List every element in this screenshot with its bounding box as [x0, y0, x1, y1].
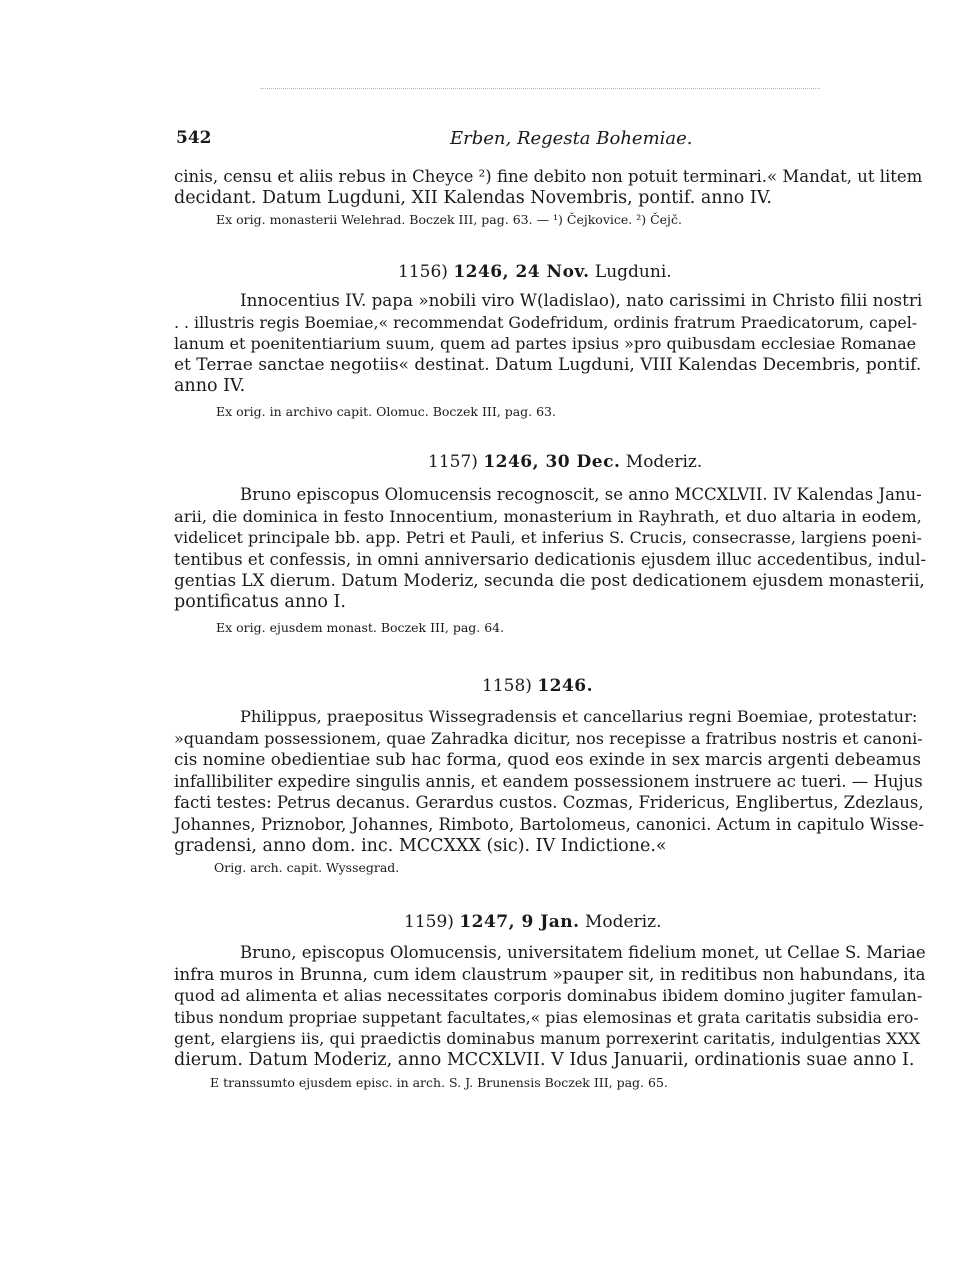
page-number: 542 [176, 128, 212, 148]
text-line: Johannes, Priznobor, Johannes, Rimboto, Bartolomeus, canonici. Actum in capitulo Wisse- [174, 814, 924, 834]
text-line: . . illustris regis Boemiae,« recommendat Godefridum, ordinis fratrum Praedicatorum, capel- [174, 312, 918, 332]
text-line: arii, die dominica in festo Innocentium, monasterium in Rayhrath, et duo altaria in eodem, [174, 506, 922, 526]
source-note: Ex orig. in archivo capit. Olomuc. Boczek III, pag. 63. [216, 403, 556, 419]
entry-heading-1158 [482, 676, 593, 696]
text-line: lanum et poenitentiarium suum, quem ad partes ipsius »pro quibusdam ecclesiae Romanae [174, 334, 917, 354]
entry-paragraph [174, 290, 926, 398]
entry-place: Lugduni. [594, 262, 672, 282]
text-line: gradensi, anno dom. inc. MCCXXX (sic). IV Indictione.« [174, 835, 667, 856]
entry-heading-1156 [398, 262, 672, 282]
text-line: Innocentius IV. papa »nobili viro W(ladislao), nato carissimi in Christo filii nostri [240, 290, 923, 310]
page-header [176, 128, 896, 158]
text-line: Bruno, episcopus Olomucensis, universitatem fidelium monet, ut Cellae S. Mariae [240, 943, 926, 962]
intro-text [174, 166, 926, 228]
entry-paragraph [174, 484, 926, 614]
entry-body-1159 [174, 942, 926, 1091]
text-line: cis nomine obedientiae sub hac forma, quod eos exinde in sex marcis argenti debeamus [174, 749, 921, 770]
entry-date: 1246. [537, 676, 594, 696]
text-line: gent, elargiens iis, qui praedictis dominabus manum porrexerint caritatis, indulgentias XXX [174, 1029, 921, 1049]
text-line: Philippus, praepositus Wissegradensis et cancellarius regni Boemiae, protestatur: [240, 707, 918, 726]
entry-heading-1157 [428, 452, 702, 472]
entry-place: Moderiz. [584, 912, 662, 932]
text-line: videlicet principale bb. app. Petri et Pauli, et inferius S. Crucis, consecrasse, largiens poeni- [174, 528, 922, 548]
source-note: Orig. arch. capit. Wyssegrad. [214, 860, 400, 876]
entry-date: 1246, 30 Dec. [483, 452, 621, 472]
entry-heading-1159 [404, 912, 661, 932]
entry-body-1156 [174, 290, 926, 420]
source-note: E transsumto ejusdem episc. in arch. S. J. Brunensis Boczek III, pag. 65. [210, 1074, 668, 1090]
text-line: facti testes: Petrus decanus. Gerardus custos. Cozmas, Fridericus, Englibertus, Zdezlaus, [174, 793, 924, 813]
top-scan-edge [260, 88, 820, 89]
text-line: quod ad alimenta et alias necessitates corporis dominabus ibidem domino jugiter famulan- [174, 986, 923, 1006]
intro-paragraph [174, 166, 926, 209]
entry-date: 1246, 24 Nov. [453, 262, 590, 282]
source-note: Ex orig. ejusdem monast. Boczek III, pag. 64. [216, 619, 505, 635]
text-line: »quandam possessionem, quae Zahradka dicitur, nos recepisse a fratribus nostris et canoni- [174, 728, 923, 748]
text-line: cinis, censu et aliis rebus in Cheyce ²) fine debito non potuit terminari.« Mandat, ut litem [174, 167, 923, 186]
text-line: gentias LX dierum. Datum Moderiz, secunda die post dedicationem ejusdem monasterii, [174, 570, 925, 591]
entry-number: 1157) [428, 452, 478, 472]
text-line: pontificatus anno I. [174, 591, 346, 612]
entry-number: 1156) [398, 262, 448, 282]
entry-number: 1158) [482, 676, 532, 696]
entry-paragraph [174, 942, 926, 1072]
text-line: infallibiliter expedire singulis annis, et eandem possessionem instruere ac tueri. — Hujus [174, 771, 923, 791]
text-line: et Terrae sanctae negotiis« destinat. Datum Lugduni, VIII Kalendas Decembris, pontif. [174, 354, 922, 375]
entry-paragraph [174, 706, 926, 857]
entry-place: Moderiz. [625, 452, 703, 472]
entry-date: 1247, 9 Jan. [459, 912, 580, 932]
text-line: tibus nondum propriae suppetant facultates,« pias elemosinas et grata caritatis subsidia ero- [174, 1007, 919, 1027]
entry-body-1158 [174, 706, 926, 876]
entry-body-1157 [174, 484, 926, 636]
text-line: tentibus et confessis, in omni anniversario dedicationis ejusdem illuc accedentibus, indul- [174, 549, 927, 569]
entry-number: 1159) [404, 912, 454, 932]
text-line: decidant. Datum Lugduni, XII Kalendas Novembris, pontif. anno IV. [174, 187, 772, 208]
text-line: Bruno episcopus Olomucensis recognoscit, se anno MCCXLVII. IV Kalendas Janu- [240, 485, 922, 504]
text-line: dierum. Datum Moderiz, anno MCCXLVII. V Idus Januarii, ordinationis suae anno I. [174, 1049, 915, 1070]
text-line: anno IV. [174, 376, 246, 397]
source-note: Ex orig. monasterii Welehrad. Boczek III, pag. 63. — ¹) Čejkovice. ²) Čejč. [216, 212, 682, 228]
running-head: Erben, Regesta Bohemiae. [450, 128, 693, 149]
text-line: infra muros in Brunna, cum idem claustrum »pauper sit, in reditibus non habundans, ita [174, 963, 926, 984]
